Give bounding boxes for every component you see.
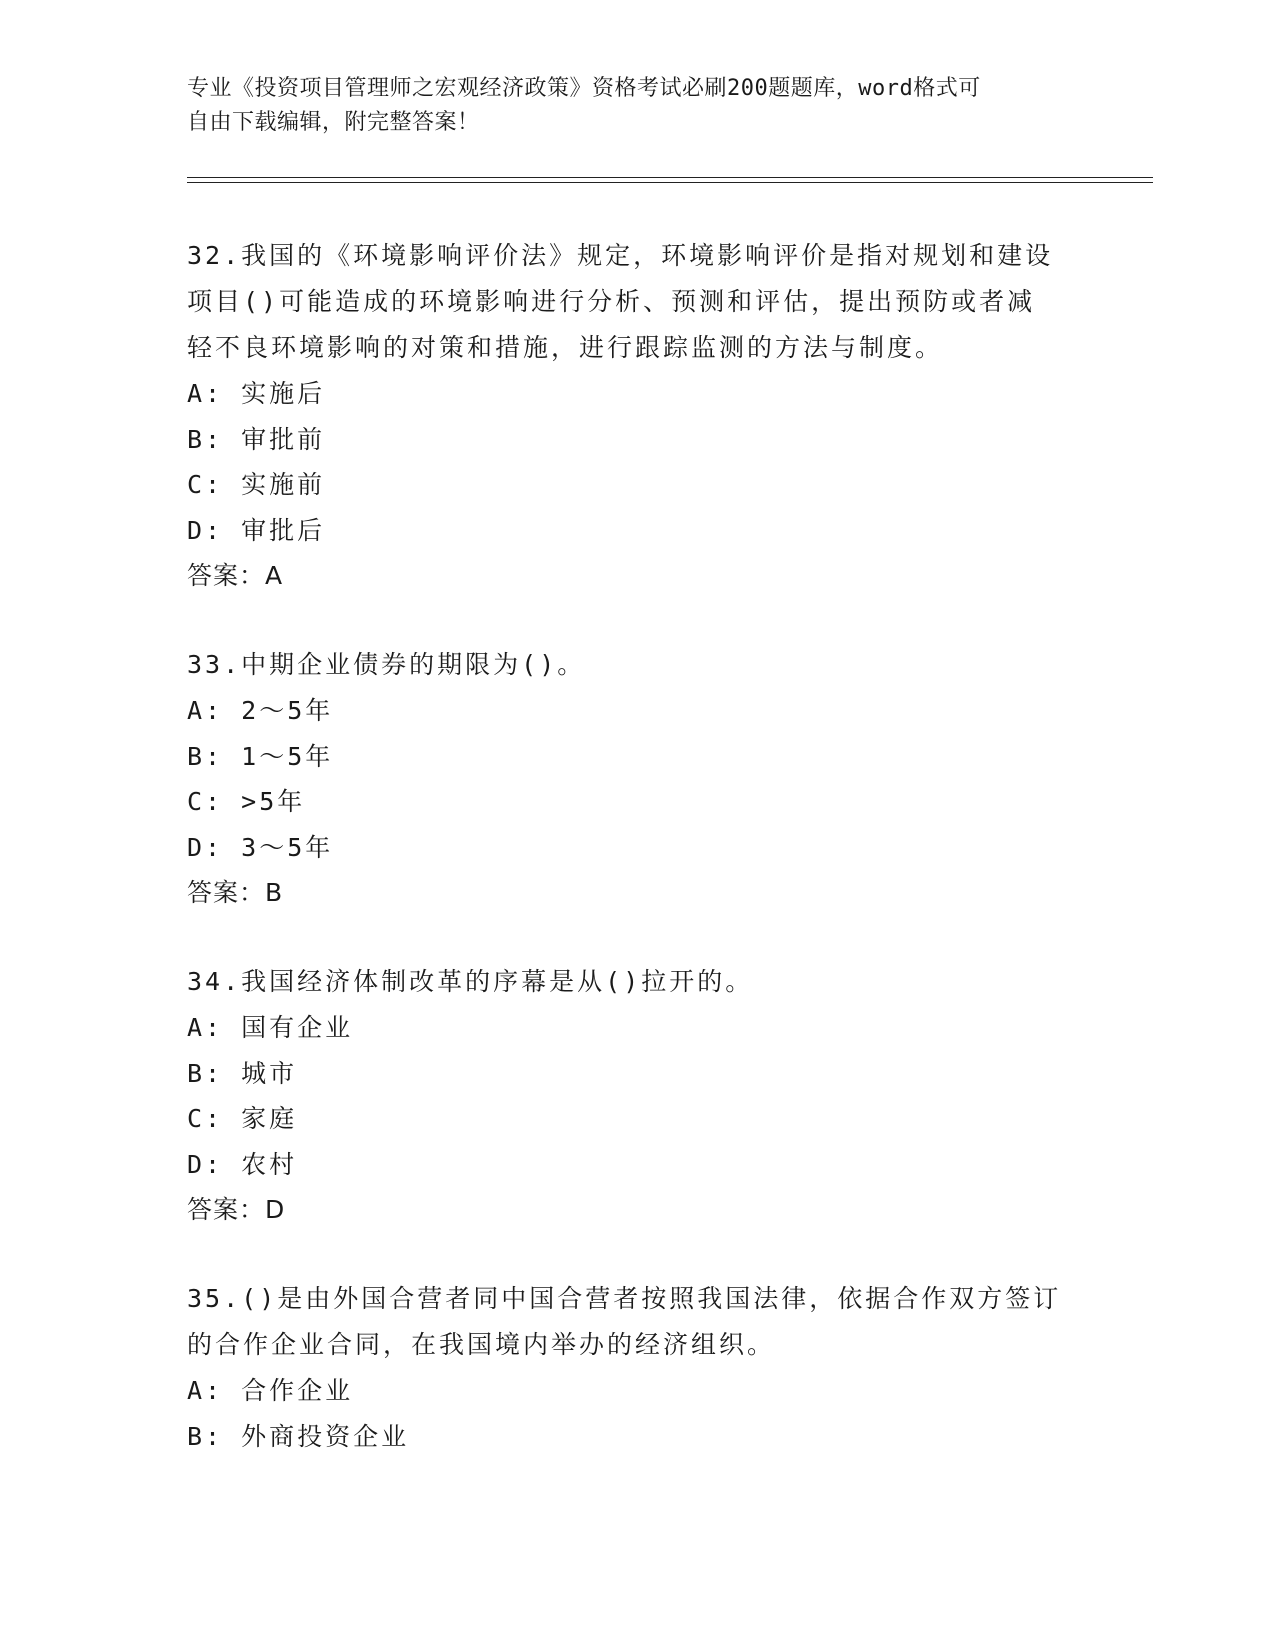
question-list (187, 233, 1087, 1502)
answer-label: 答案：B (187, 878, 284, 907)
option-d: D: 3～5年 (187, 832, 334, 862)
option-a: A: 实施后 (187, 379, 326, 408)
question-stem-line: 轻不良环境影响的对策和措施，进行跟踪监测的方法与制度。 (187, 333, 944, 362)
option-b: B: 审批前 (187, 424, 326, 454)
question-stem-line: 33.中期企业债券的期限为()。 (187, 650, 586, 679)
question-33 (187, 642, 1087, 916)
question-stem-line: 的合作企业合同，在我国境内举办的经济组织。 (187, 1330, 776, 1359)
document-header (187, 72, 1067, 140)
option-b: B: 1～5年 (187, 741, 334, 771)
question-34 (187, 959, 1087, 1233)
header-divider-bottom (187, 182, 1153, 183)
option-d: D: 农村 (187, 1149, 298, 1179)
question-stem-line: 35.()是由外国合营者同中国合营者按照我国法律，依据合作双方签订 (187, 1284, 1062, 1313)
option-a: A: 合作企业 (187, 1376, 354, 1405)
option-d: D: 审批后 (187, 515, 326, 545)
question-stem-line: 32.我国的《环境影响评价法》规定，环境影响评价是指对规划和建设 (187, 241, 1054, 270)
option-c: C: >5年 (187, 787, 306, 816)
option-b: B: 外商投资企业 (187, 1421, 410, 1451)
answer-label: 答案：D (187, 1195, 286, 1224)
question-35 (187, 1276, 1087, 1459)
option-b: B: 城市 (187, 1058, 298, 1088)
header-title-line-2: 自由下载编辑，附完整答案！ (187, 110, 480, 135)
option-a: A: 2～5年 (187, 696, 334, 725)
header-divider-top (187, 177, 1153, 178)
option-c: C: 实施前 (187, 470, 326, 499)
option-c: C: 家庭 (187, 1104, 298, 1133)
header-title-line-1: 专业《投资项目管理师之宏观经济政策》资格考试必刷200题题库，word格式可 (187, 76, 981, 101)
question-32 (187, 233, 1087, 599)
option-a: A: 国有企业 (187, 1013, 354, 1042)
answer-label: 答案：A (187, 561, 284, 590)
question-stem-line: 项目()可能造成的环境影响进行分析、预测和评估，提出预防或者减 (187, 287, 1036, 316)
question-stem-line: 34.我国经济体制改革的序幕是从()拉开的。 (187, 967, 754, 996)
